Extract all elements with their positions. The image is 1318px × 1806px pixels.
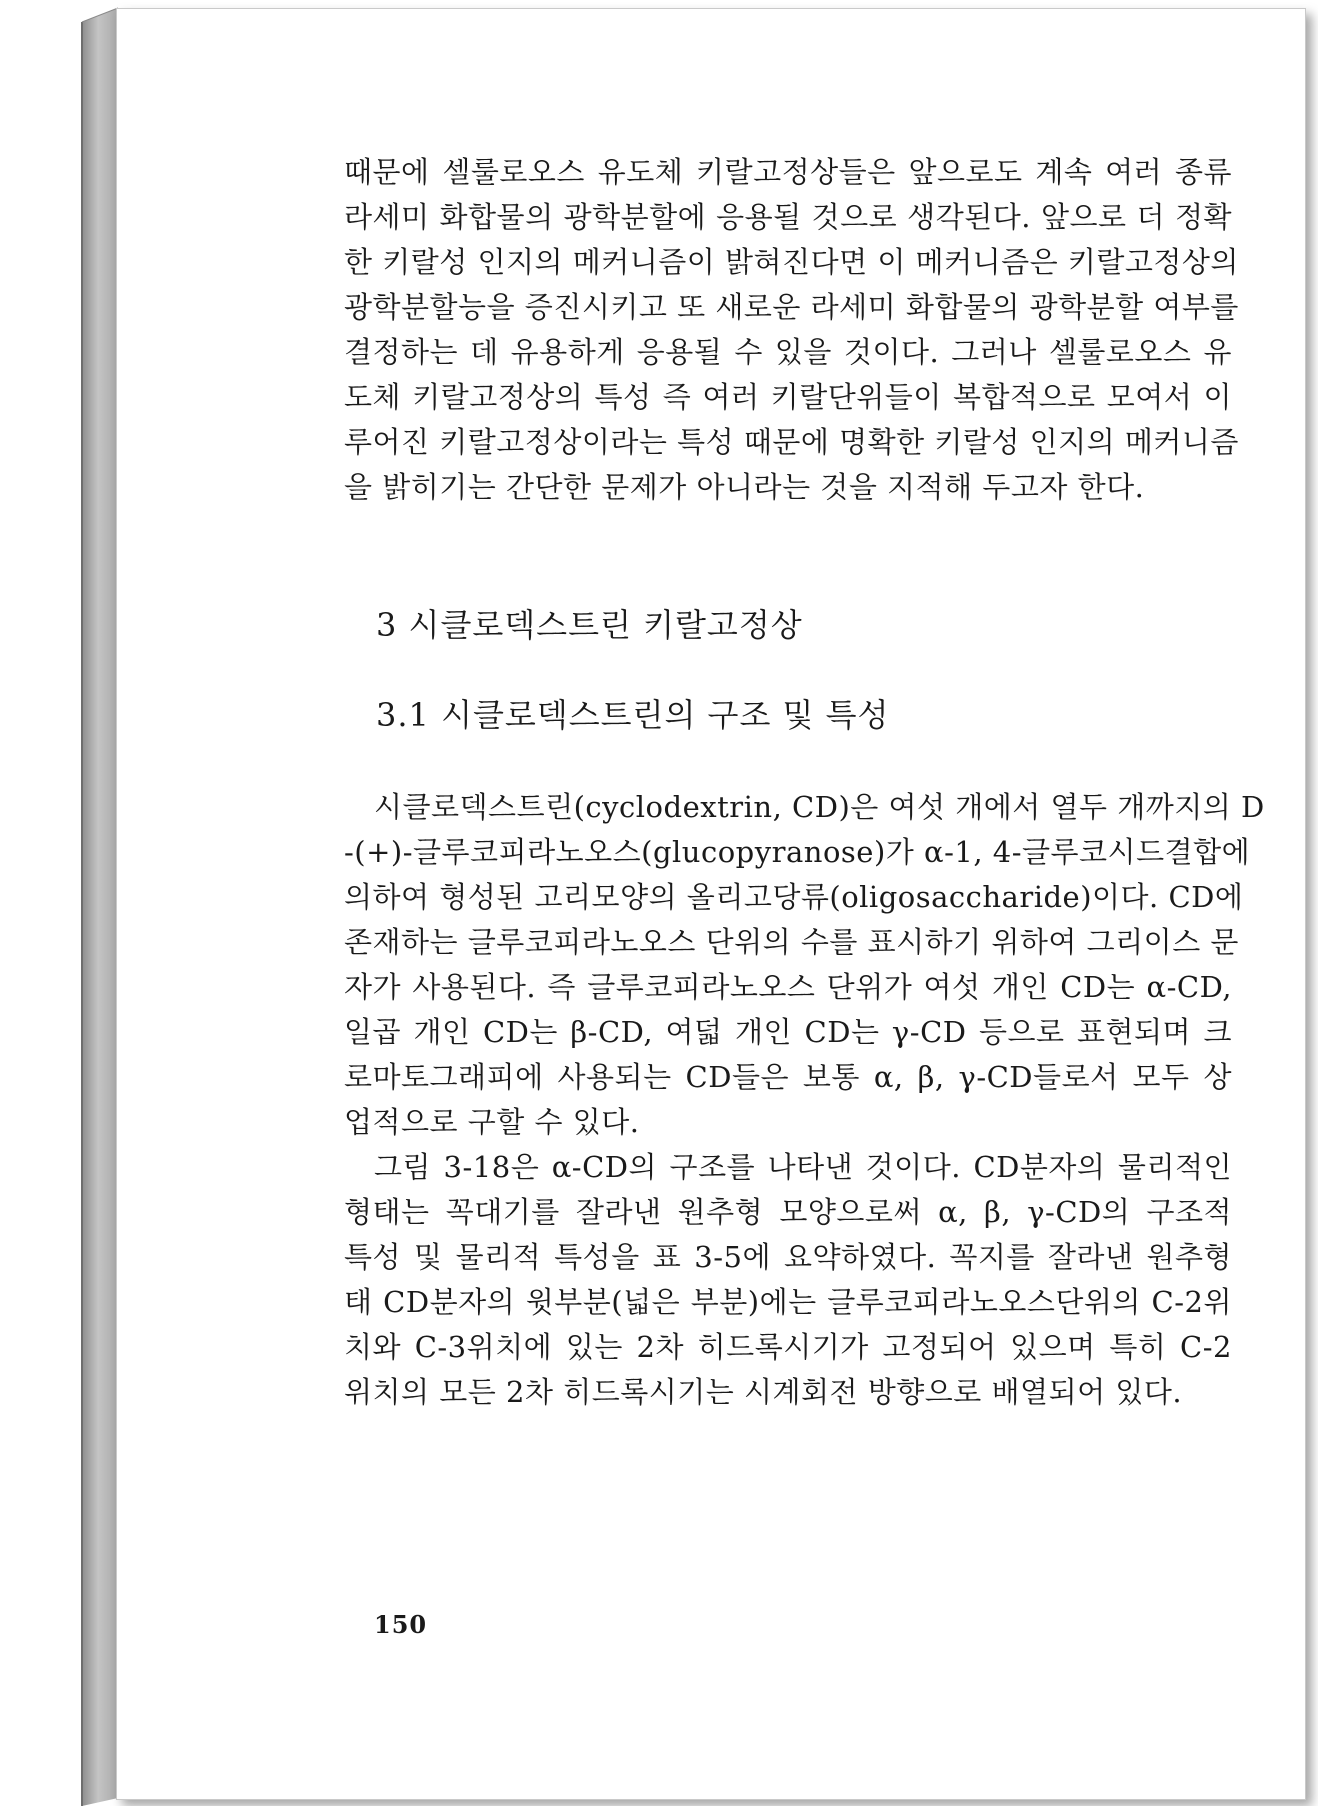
text-line: 광학분할능을 증진시키고 또 새로운 라세미 화합물의 광학분할 여부를 bbox=[344, 290, 1239, 324]
subsection-heading: 3.1 시클로덱스트린의 구조 및 특성 bbox=[376, 696, 890, 734]
text-line: 시클로덱스트린(cyclodextrin, CD)은 여섯 개에서 열두 개까지의 D bbox=[374, 790, 1265, 824]
text-line: 태 CD분자의 윗부분(넓은 부분)에는 글루코피라노오스단위의 C-2위 bbox=[344, 1285, 1232, 1319]
page-number: 150 bbox=[374, 1610, 428, 1639]
text-line: 자가 사용된다. 즉 글루코피라노오스 단위가 여섯 개인 CD는 α-CD, bbox=[344, 970, 1232, 1004]
text-line: 을 밝히기는 간단한 문제가 아니라는 것을 지적해 두고자 한다. bbox=[344, 470, 1145, 504]
text-line: 형태는 꼭대기를 잘라낸 원추형 모양으로써 α, β, γ-CD의 구조적 bbox=[344, 1195, 1232, 1229]
paragraph-cellulose-conclusion bbox=[344, 150, 1239, 510]
text-line: 한 키랄성 인지의 메커니즘이 밝혀진다면 이 메커니즘은 키랄고정상의 bbox=[344, 245, 1239, 279]
text-line: -(+)-글루코피라노오스(glucopyranose)가 α-1, 4-글루코시드결합에 bbox=[344, 835, 1251, 869]
paragraph-cd-structure bbox=[344, 1145, 1232, 1415]
paragraph-cd-definition bbox=[344, 785, 1265, 1145]
text-line: 라세미 화합물의 광학분할에 응용될 것으로 생각된다. 앞으로 더 정확 bbox=[344, 200, 1232, 234]
text-line: 로마토그래피에 사용되는 CD들은 보통 α, β, γ-CD들로서 모두 상 bbox=[344, 1060, 1232, 1094]
text-line: 도체 키랄고정상의 특성 즉 여러 키랄단위들이 복합적으로 모여서 이 bbox=[344, 380, 1232, 414]
text-line: 결정하는 데 유용하게 응용될 수 있을 것이다. 그러나 셀룰로오스 유 bbox=[344, 335, 1232, 369]
text-line: 치와 C-3위치에 있는 2차 히드록시기가 고정되어 있으며 특히 C-2 bbox=[344, 1330, 1232, 1364]
text-line: 루어진 키랄고정상이라는 특성 때문에 명확한 키랄성 인지의 메커니즘 bbox=[344, 425, 1239, 459]
text-line: 일곱 개인 CD는 β-CD, 여덟 개인 CD는 γ-CD 등으로 표현되며 크 bbox=[344, 1015, 1232, 1049]
section-heading: 3 시클로덱스트린 키랄고정상 bbox=[376, 606, 803, 644]
text-line: 의하여 형성된 고리모양의 올리고당류(oligosaccharide)이다. CD에 bbox=[344, 880, 1244, 914]
text-line: 특성 및 물리적 특성을 표 3-5에 요약하였다. 꼭지를 잘라낸 원추형 bbox=[344, 1240, 1232, 1274]
text-line: 존재하는 글루코피라노오스 단위의 수를 표시하기 위하여 그리이스 문 bbox=[344, 925, 1239, 959]
text-line: 그림 3-18은 α-CD의 구조를 나타낸 것이다. CD분자의 물리적인 bbox=[374, 1150, 1232, 1184]
text-line: 때문에 셀룰로오스 유도체 키랄고정상들은 앞으로도 계속 여러 종류 bbox=[344, 155, 1232, 189]
text-line: 업적으로 구할 수 있다. bbox=[344, 1105, 640, 1139]
book-spine bbox=[0, 0, 120, 1806]
text-line: 위치의 모든 2차 히드록시기는 시계회전 방향으로 배열되어 있다. bbox=[344, 1375, 1183, 1409]
page-content bbox=[344, 150, 1265, 1415]
